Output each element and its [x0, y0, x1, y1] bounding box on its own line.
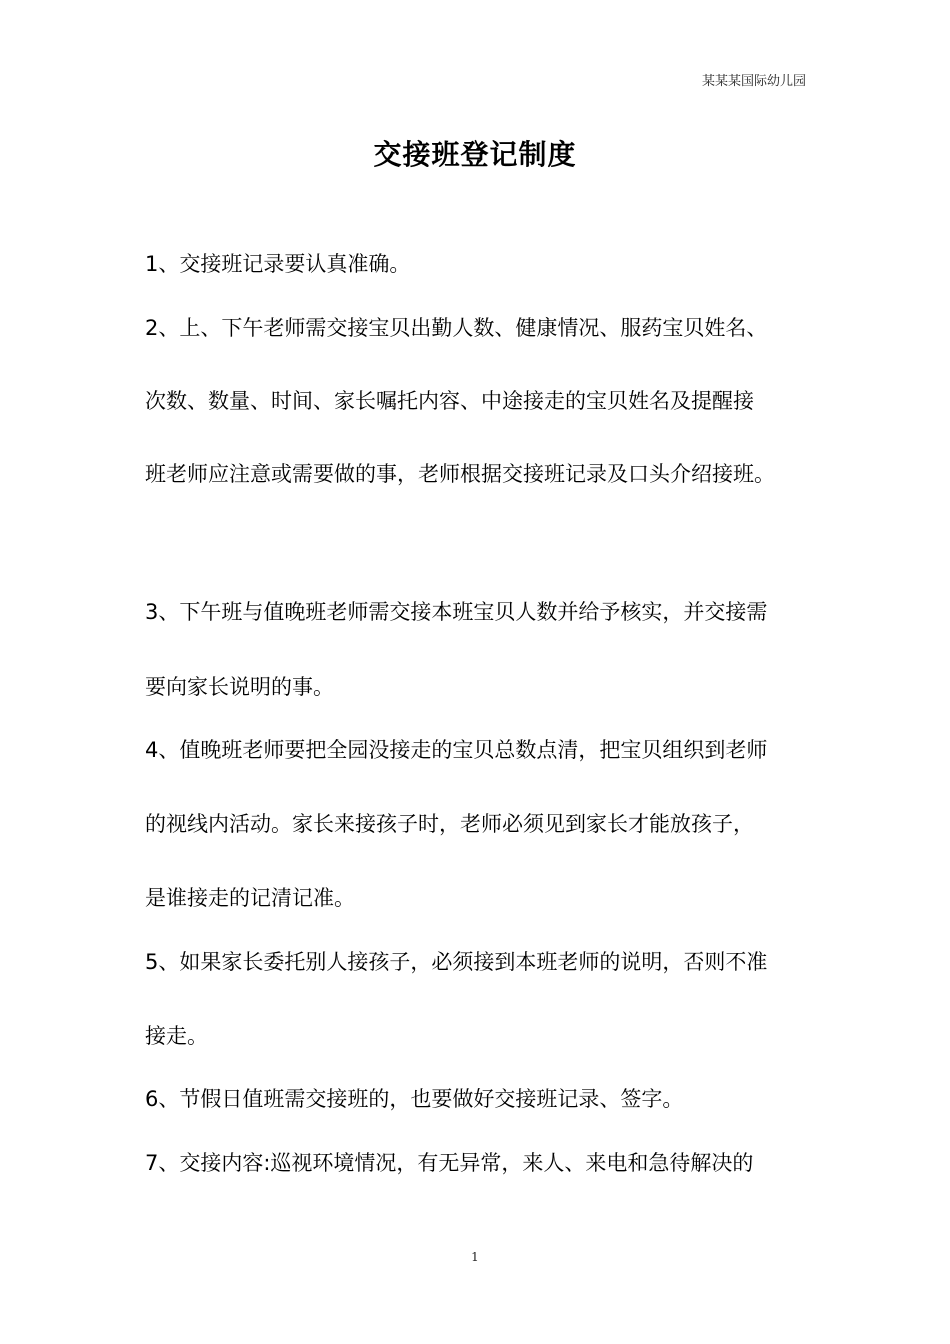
body-line: 接走。	[145, 1024, 208, 1048]
page-number: 1	[471, 1250, 479, 1264]
header-org-name: 某某某国际幼儿园	[701, 74, 806, 89]
body-line: 3、下午班与值晚班老师需交接本班宝贝人数并给予核实，并交接需	[145, 600, 768, 624]
body-line: 5、如果家长委托别人接孩子，必须接到本班老师的说明，否则不准	[145, 950, 768, 974]
body-line: 4、值晚班老师要把全园没接走的宝贝总数点清，把宝贝组织到老师	[145, 738, 768, 762]
body-line: 1、交接班记录要认真准确。	[145, 252, 411, 276]
body-line: 班老师应注意或需要做的事，老师根据交接班记录及口头介绍接班。	[145, 462, 775, 486]
body-line: 是谁接走的记清记准。	[145, 886, 355, 910]
body-line: 6、节假日值班需交接班的，也要做好交接班记录、签字。	[145, 1087, 684, 1111]
body-line: 7、交接内容:巡视环境情况，有无异常，来人、来电和急待解决的	[145, 1151, 754, 1175]
body-line: 次数、数量、时间、家长嘱托内容、中途接走的宝贝姓名及提醒接	[145, 389, 754, 413]
body-line: 2、上、下午老师需交接宝贝出勤人数、健康情况、服药宝贝姓名、	[145, 316, 768, 340]
body-line: 的视线内活动。家长来接孩子时，老师必须见到家长才能放孩子，	[145, 812, 754, 836]
body-line: 要向家长说明的事。	[145, 675, 334, 699]
document-title: 交接班登记制度	[373, 138, 577, 171]
